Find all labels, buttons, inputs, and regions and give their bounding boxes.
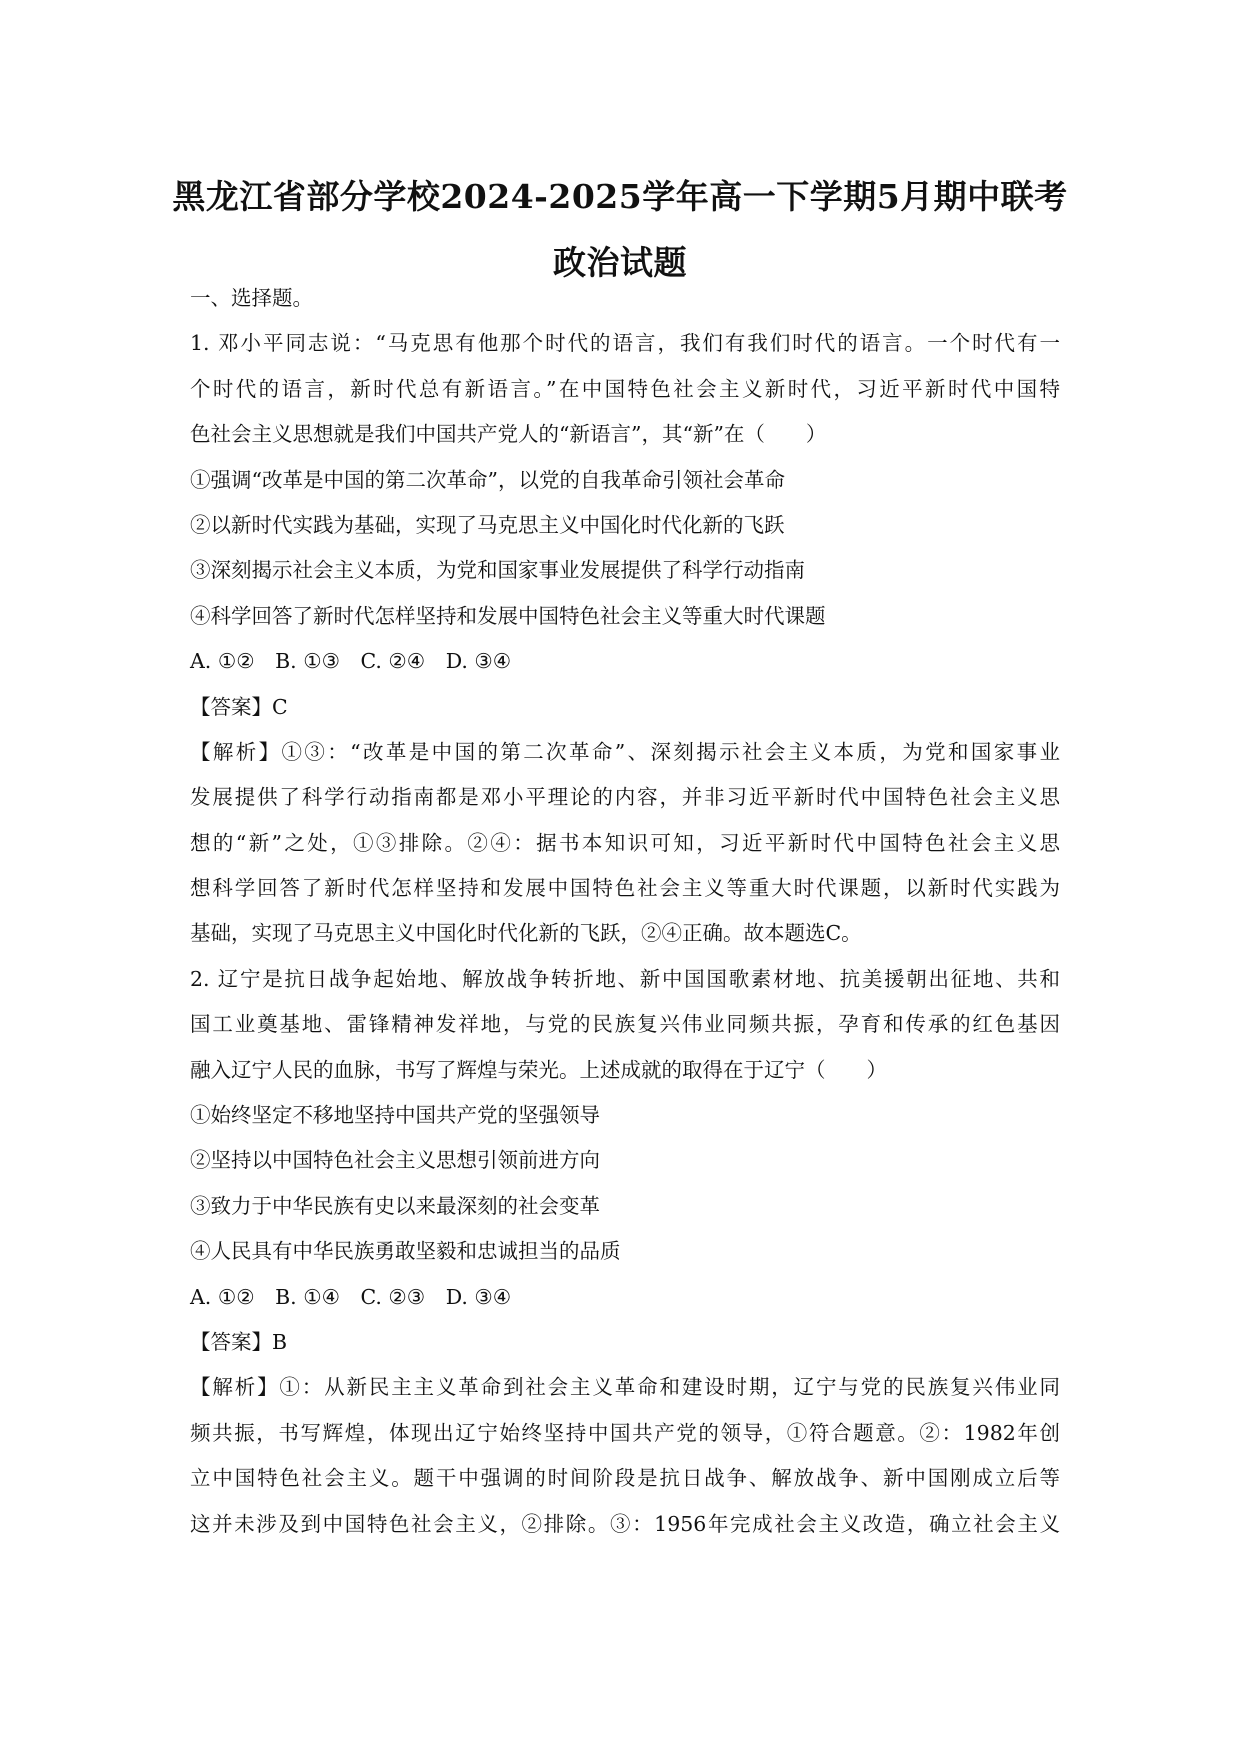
text-line: 【解析】①：从新民主主义革命到社会主义革命和建设时期，辽宁与党的民族复兴伟业同 bbox=[190, 1375, 1060, 1400]
text-line: 立中国特色社会主义。题干中强调的时间阶段是抗日战争、解放战争、新中国刚成立后等 bbox=[190, 1466, 1060, 1491]
text-line: 1. 邓小平同志说：“马克思有他那个时代的语言，我们有我们时代的语言。一个时代有一 bbox=[190, 331, 1060, 356]
text-line: ②坚持以中国特色社会主义思想引领前进方向 bbox=[190, 1148, 600, 1173]
text-line: 国工业奠基地、雷锋精神发祥地，与党的民族复兴伟业同频共振，孕育和传承的红色基因 bbox=[190, 1012, 1060, 1037]
document-body bbox=[190, 276, 1060, 1547]
text-line: ①强调“改革是中国的第二次革命”，以党的自我革命引领社会革命 bbox=[190, 467, 785, 492]
text-line: 这并未涉及到中国特色社会主义，②排除。③：1956年完成社会主义改造，确立社会主义 bbox=[190, 1511, 1060, 1536]
text-line: 【解析】①③：“改革是中国的第二次革命”、深刻揭示社会主义本质，为党和国家事业 bbox=[190, 739, 1060, 764]
text-line: 融入辽宁人民的血脉，书写了辉煌与荣光。上述成就的取得在于辽宁（ ） bbox=[190, 1057, 887, 1082]
text-line: ④人民具有中华民族勇敢坚毅和忠诚担当的品质 bbox=[190, 1239, 621, 1264]
text-line: ③深刻揭示社会主义本质，为党和国家事业发展提供了科学行动指南 bbox=[190, 558, 805, 583]
text-line: ④科学回答了新时代怎样坚持和发展中国特色社会主义等重大时代课题 bbox=[190, 603, 826, 628]
document-subtitle: 政治试题 bbox=[553, 243, 687, 282]
text-line: 频共振，书写辉煌，体现出辽宁始终坚持中国共产党的领导，①符合题意。②：1982年创 bbox=[190, 1420, 1060, 1445]
text-line: 想科学回答了新时代怎样坚持和发展中国特色社会主义等重大时代课题，以新时代实践为 bbox=[190, 876, 1060, 901]
text-line: 色社会主义思想就是我们中国共产党人的“新语言”，其“新”在（ ） bbox=[190, 422, 827, 447]
text-line: 【答案】C bbox=[190, 694, 288, 719]
text-line: 2. 辽宁是抗日战争起始地、解放战争转折地、新中国国歌素材地、抗美援朝出征地、共和 bbox=[190, 966, 1060, 991]
text-line: ③致力于中华民族有史以来最深刻的社会变革 bbox=[190, 1193, 600, 1218]
document-title: 黑龙江省部分学校2024-2025学年高一下学期5月期中联考 bbox=[172, 177, 1068, 216]
text-line: ②以新时代实践为基础，实现了马克思主义中国化时代化新的飞跃 bbox=[190, 512, 785, 537]
text-line: 一、选择题。 bbox=[190, 286, 313, 310]
text-line: A. ①② B. ①④ C. ②③ D. ③④ bbox=[190, 1284, 512, 1309]
text-line: 基础，实现了马克思主义中国化时代化新的飞跃，②④正确。故本题选C。 bbox=[190, 921, 862, 946]
text-line: ①始终坚定不移地坚持中国共产党的坚强领导 bbox=[190, 1103, 600, 1128]
text-line: 发展提供了科学行动指南都是邓小平理论的内容，并非习近平新时代中国特色社会主义思 bbox=[190, 785, 1060, 810]
text-line: 个时代的语言，新时代总有新语言。”在中国特色社会主义新时代，习近平新时代中国特 bbox=[190, 376, 1060, 401]
text-line: 【答案】B bbox=[190, 1329, 288, 1354]
text-line: 想的“新”之处，①③排除。②④：据书本知识可知，习近平新时代中国特色社会主义思 bbox=[190, 830, 1060, 855]
text-line: A. ①② B. ①③ C. ②④ D. ③④ bbox=[190, 649, 512, 674]
